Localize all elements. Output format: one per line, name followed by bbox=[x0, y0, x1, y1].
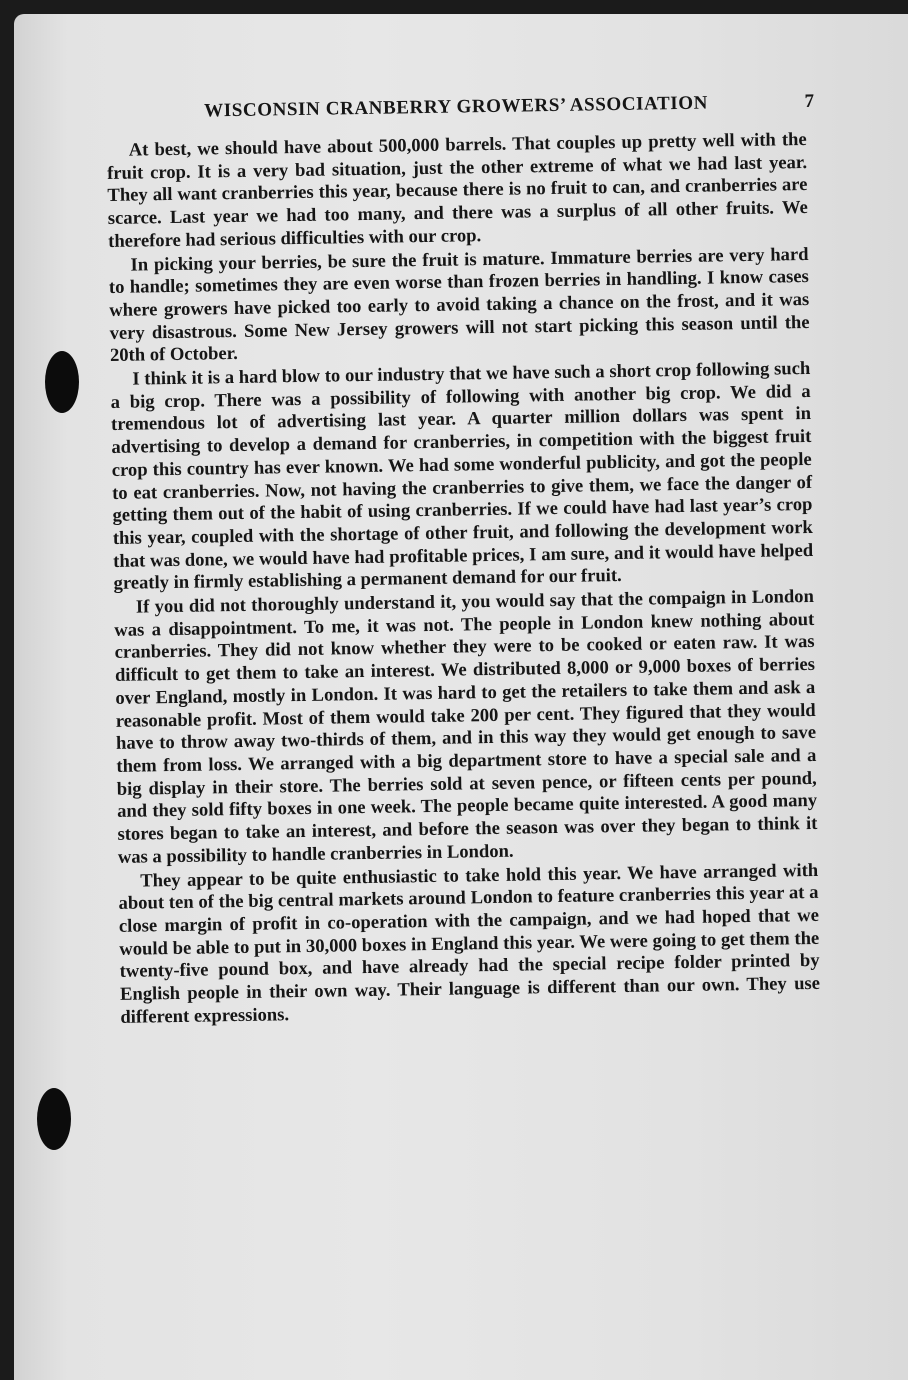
paragraph-england-plans: They appear to be quite enthusiastic to take hold this year. We have arranged with about ten of the big central markets around London to feature cranberries this year at a close margin of profit in co-operation with the campaign, and we had hoped that we would be able to put in 30,000 boxes in England this year. We were going to get them the twenty-five pound box, and have already had the special recipe folder printed by English people in their own way. Their language is different than our own. They use different expressions. bbox=[118, 859, 821, 1028]
paragraph-london-campaign: If you did not thoroughly understand it, you would say that the compaign in London was a disappointment. To me, it was not. The people in London knew nothing about cranberries. They did not know whether they were to be cooked or eaten raw. It was difficult to get them to take an interest. We distributed 8,000 or 9,000 boxes of berries over England, mostly in London. It was hard to get the retailers to take them and ask a reasonable profit. Most of them would take 200 per cent. They figured that they would have to throw away two-thirds of them, and in this way they would get enough to save them from loss. We arranged with a big department store to have a special sale and a big display in their store. The berries sold at seven pence, or fifteen cents per pound, and they sold fifty boxes in one week. The people became quite interested. A good many stores began to take an interest, and before the season was over they began to think it was a possibility to handle cranberries in London. bbox=[114, 586, 818, 868]
punch-hole-top bbox=[45, 351, 79, 413]
paragraph-advertising: I think it is a hard blow to our industry that we have such a short crop following such a big crop. There was a possibility of following with another big crop. We did a tremendous lot of advertising last year. A quarter million dollars was spent in advertising to develop a demand for cranberries, in competition with the biggest fruit crop this country has ever known. We had some wonderful publicity, and got the people to eat cranberries. Now, not having the cranberries to give them, we face the danger of getting them out of the habit of using cranberries. If we could have had last year’s crop this year, coupled with the shortage of other fruit, and following the development work that was done, we would have had profitable prices, I am sure, and it would have helped greatly in firmly establishing a permanent demand for our fruit. bbox=[110, 358, 814, 595]
punch-hole-bottom bbox=[37, 1088, 71, 1150]
document-page bbox=[14, 14, 908, 1380]
page-content bbox=[106, 91, 820, 1030]
paragraph-crop-estimate: At best, we should have about 500,000 barrels. That couples up pretty well with the fruit crop. It is a very bad situation, just the other extreme of what we had last year. They all want cranberries this year, because there is no fruit to can, and cranberries are scarce. Last year we had too many, and there was a surplus of all other fruits. We therefore had serious difficulties with our crop. bbox=[106, 129, 808, 252]
running-head bbox=[106, 90, 815, 132]
page-number: 7 bbox=[804, 90, 815, 113]
running-title: WISCONSIN CRANBERRY GROWERS’ ASSOCIATION bbox=[203, 92, 709, 122]
paragraph-picking-advice: In picking your berries, be sure the fruit is mature. Immature berries are very hard to handle; sometimes they are even worse than frozen berries in handling. I know cases where growers have picked too early to avoid taking a chance on the frost, and it was very disastrous. Some New Jersey growers will not start picking this season until the 20th of October. bbox=[108, 243, 810, 367]
